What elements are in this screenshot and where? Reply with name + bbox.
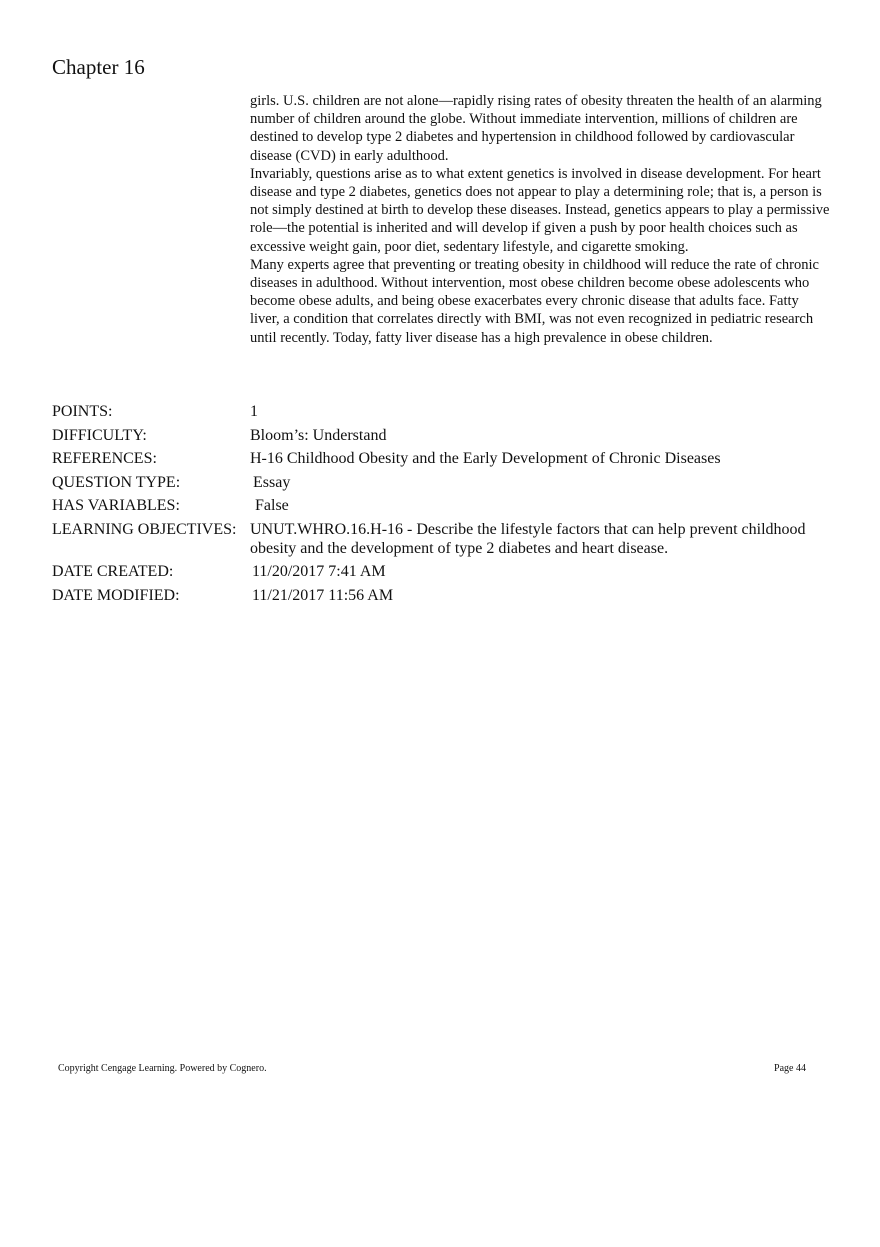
answer-paragraph: Many experts agree that preventing or treating obesity in childhood will reduce the rate of chronic diseases in adulthood. Without intervention, most obese children become obese adolescents who become obese adults, and being obese exacerbates every chronic disease that adults face. Fatty liver, a condition that correlates directly with BMI, was not even recognized in pediatric research until recently. Today, fatty liver disease has a high prevalence in obese children. <box>250 256 819 346</box>
page-footer <box>58 1063 806 1075</box>
answer-paragraph: Invariably, questions arise as to what extent genetics is involved in disease development. For heart disease and type 2 diabetes, genetics does not appear to play a determining role; that is, a person is not simply destined at birth to develop these diseases. Instead, genetics appears to play a permissive role—the potential is inherited and will develop if given a push by poor health choices such as excessive weight gain, poor diet, sedentary lifestyle, and cigarette smoking. <box>250 165 830 255</box>
has-variables-value: False <box>255 497 289 514</box>
date-modified-row <box>52 584 832 608</box>
question-type-label: QUESTION TYPE: <box>52 473 181 491</box>
points-value: 1 <box>250 403 258 420</box>
question-type-row <box>52 471 832 495</box>
difficulty-value: Bloom’s: Understand <box>250 426 387 444</box>
question-metadata <box>52 400 832 607</box>
learning-objectives-label: LEARNING OBJECTIVES: <box>52 520 237 538</box>
references-label: REFERENCES: <box>52 450 157 467</box>
has-variables-label: HAS VARIABLES: <box>52 497 180 514</box>
date-created-label: DATE CREATED: <box>52 563 174 580</box>
difficulty-row <box>52 424 832 448</box>
date-modified-label: DATE MODIFIED: <box>52 586 180 604</box>
learning-objectives-row <box>52 518 832 561</box>
learning-objectives-value: UNUT.WHRO.16.H-16 - Describe the lifestyle factors that can help prevent childhood obesity and the development of type 2 diabetes and heart disease. <box>250 520 806 557</box>
date-modified-value: 11/21/2017 11:56 AM <box>252 586 394 604</box>
answer-paragraph: girls. U.S. children are not alone—rapidly rising rates of obesity threaten the health of an alarming number of children around the globe. Without immediate intervention, millions of children are destined to develop type 2 diabetes and hypertension in childhood followed by cardiovascular disease (CVD) in early adulthood. <box>250 93 822 164</box>
question-type-value: Essay <box>253 473 291 491</box>
date-created-value: 11/20/2017 7:41 AM <box>252 563 386 580</box>
answer-text <box>250 92 830 347</box>
page-number: Page 44 <box>774 1063 806 1074</box>
references-value: H-16 Childhood Obesity and the Early Development of Chronic Diseases <box>250 450 721 467</box>
date-created-row <box>52 560 832 584</box>
references-row <box>52 447 832 471</box>
difficulty-label: DIFFICULTY: <box>52 426 147 444</box>
points-row <box>52 400 832 424</box>
chapter-title: Chapter 16 <box>52 55 145 79</box>
points-label: POINTS: <box>52 403 113 420</box>
has-variables-row <box>52 494 832 518</box>
copyright-text: Copyright Cengage Learning. Powered by Cognero. <box>58 1063 267 1074</box>
